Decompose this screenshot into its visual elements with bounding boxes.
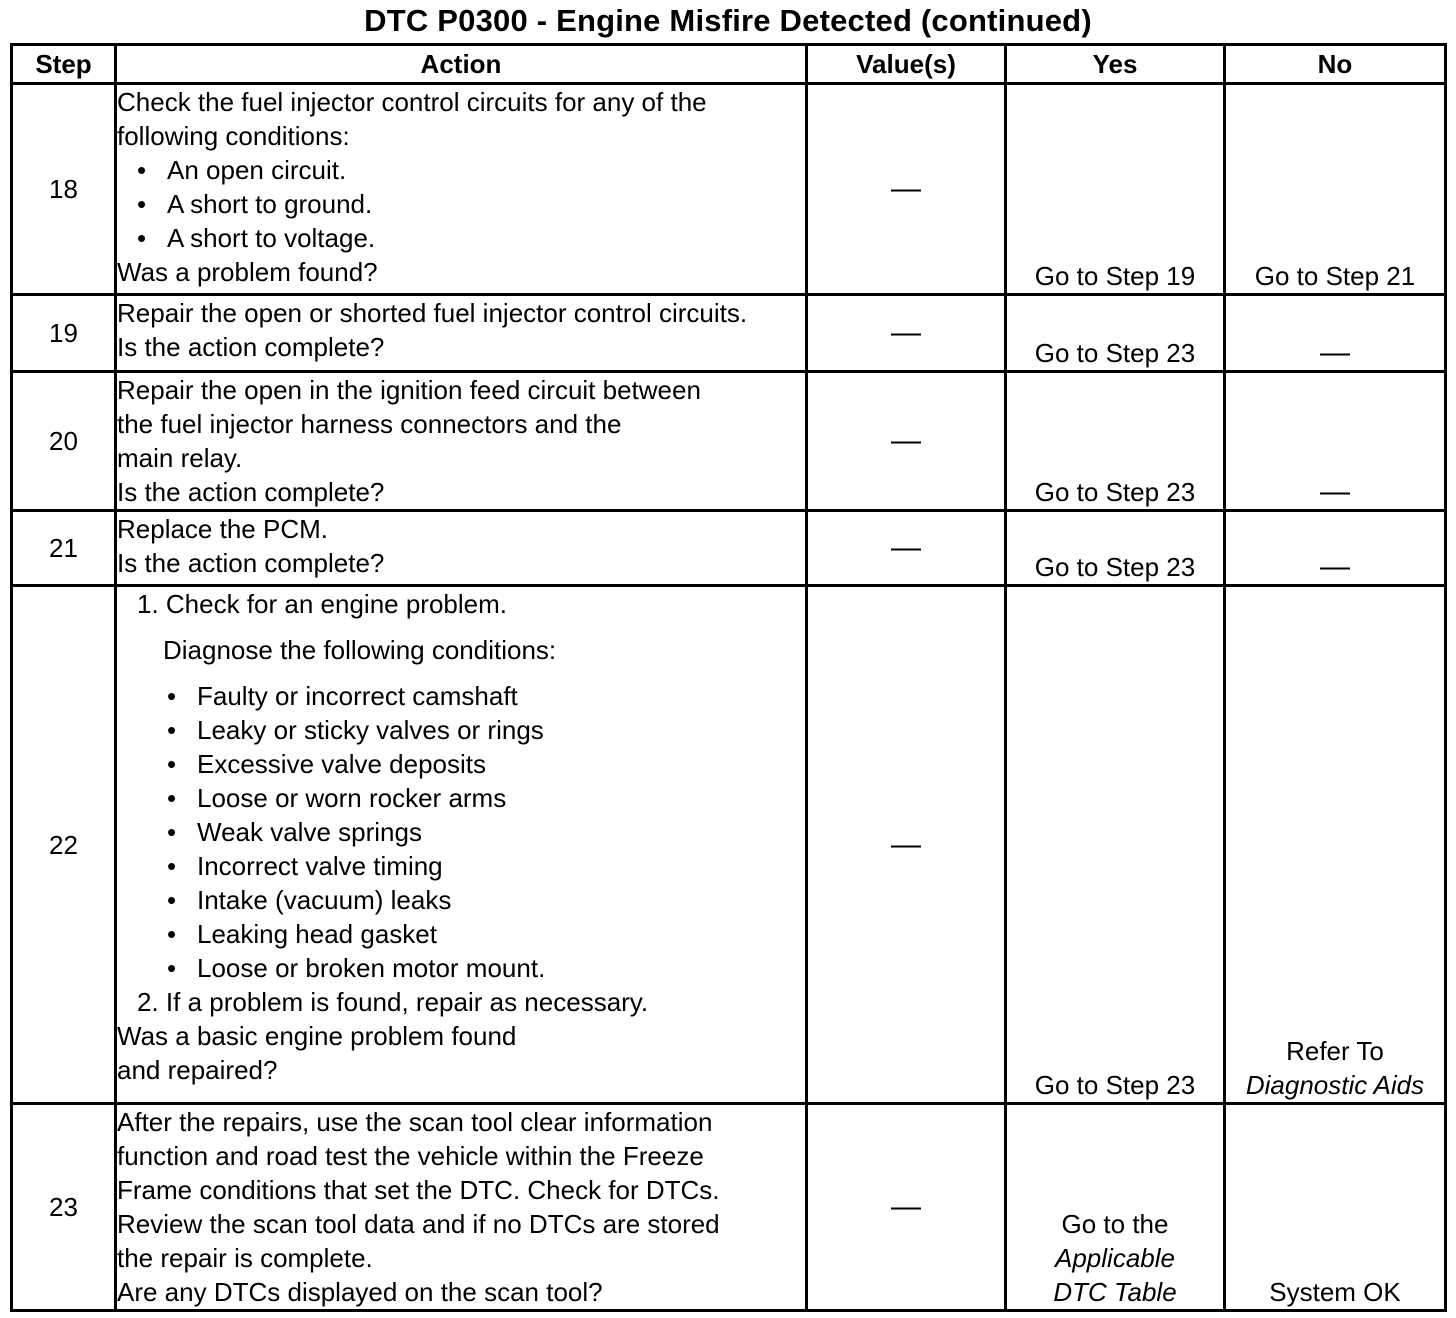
action-text: main relay. (117, 443, 243, 473)
table-row (12, 295, 1446, 372)
table-row (12, 511, 1446, 586)
list-item: • Excessive valve deposits (167, 749, 487, 779)
numbered-item: 2. If a problem is found, repair as necessary. (137, 987, 649, 1017)
list-item: • A short to voltage. (137, 223, 376, 253)
yes-cell: Go to Step 19 (1006, 84, 1225, 295)
yes-cell: Go to Step 23 (1006, 511, 1225, 586)
list-item: • Incorrect valve timing (167, 851, 443, 881)
value-cell: — (807, 511, 1006, 586)
action-text: the fuel injector harness connectors and the (117, 409, 622, 439)
action-cell (116, 1104, 807, 1311)
list-item: • Leaking head gasket (167, 919, 437, 949)
action-question: Was a basic engine problem found (117, 1021, 517, 1051)
action-text: After the repairs, use the scan tool clear information (117, 1107, 713, 1137)
table-row (12, 586, 1446, 1104)
bullet-icon: • (167, 851, 177, 881)
no-cell (1225, 586, 1446, 1104)
bullet-icon: • (167, 919, 177, 949)
action-question: Was a problem found? (117, 257, 378, 287)
diagnostic-aids-link[interactable]: Diagnostic Aids (1245, 1070, 1425, 1100)
yes-cell (1006, 1104, 1225, 1311)
table-row (12, 1104, 1446, 1311)
yes-cell: Go to Step 23 (1006, 586, 1225, 1104)
no-cell: System OK (1225, 1104, 1446, 1311)
step-number: 22 (12, 586, 116, 1104)
action-text: Repair the open or shorted fuel injector control circuits. (117, 298, 748, 328)
bullet-icon: • (167, 715, 177, 745)
action-cell (116, 84, 807, 295)
action-cell (116, 372, 807, 511)
yes-cell: Go to Step 23 (1006, 295, 1225, 372)
bullet-icon: • (167, 681, 177, 711)
bullet-icon: • (137, 223, 147, 253)
action-question: Is the action complete? (117, 548, 385, 578)
applicable-dtc-table-link[interactable]: Applicable (1055, 1243, 1175, 1273)
action-text: function and road test the vehicle within the Freeze (117, 1141, 704, 1171)
bullet-icon: • (167, 885, 177, 915)
page-title: DTC P0300 - Engine Misfire Detected (continued) (364, 3, 1092, 38)
no-cell: — (1225, 372, 1446, 511)
bullet-icon: • (167, 749, 177, 779)
action-cell (116, 511, 807, 586)
header-row (12, 45, 1446, 84)
yes-cell: Go to Step 23 (1006, 372, 1225, 511)
diagnostic-table (10, 43, 1447, 1312)
applicable-dtc-table-link[interactable]: DTC Table (1053, 1277, 1177, 1307)
action-subheading: Diagnose the following conditions: (163, 635, 557, 665)
list-item: • Intake (vacuum) leaks (167, 885, 452, 915)
list-item: • Loose or broken motor mount. (167, 953, 546, 983)
bullet-icon: • (167, 817, 177, 847)
value-cell: — (807, 1104, 1006, 1311)
list-item: • Leaky or sticky valves or rings (167, 715, 544, 745)
header-yes: Yes (1006, 45, 1225, 84)
header-values: Value(s) (807, 45, 1006, 84)
step-number: 18 (12, 84, 116, 295)
action-text: the repair is complete. (117, 1243, 373, 1273)
value-cell: — (807, 372, 1006, 511)
step-number: 20 (12, 372, 116, 511)
list-item: • Faulty or incorrect camshaft (167, 681, 518, 711)
action-text: following conditions: (117, 121, 350, 151)
action-text: Check the fuel injector control circuits for any of the (117, 87, 707, 117)
bullet-icon: • (167, 953, 177, 983)
list-item: • Loose or worn rocker arms (167, 783, 507, 813)
bullet-icon: • (167, 783, 177, 813)
action-text: Frame conditions that set the DTC. Check for DTCs. (117, 1175, 720, 1205)
bullet-icon: • (137, 189, 147, 219)
value-cell: — (807, 295, 1006, 372)
action-question: Is the action complete? (117, 332, 385, 362)
header-no: No (1225, 45, 1446, 84)
list-item: • Weak valve springs (167, 817, 422, 847)
action-question: Are any DTCs displayed on the scan tool? (117, 1277, 603, 1307)
action-question: and repaired? (117, 1055, 278, 1085)
no-cell: — (1225, 511, 1446, 586)
list-item: • A short to ground. (137, 189, 373, 219)
goto-text: Go to the (1061, 1209, 1169, 1239)
refer-to-text: Refer To (1286, 1036, 1384, 1066)
step-number: 23 (12, 1104, 116, 1311)
action-text: Review the scan tool data and if no DTCs are stored (117, 1209, 720, 1239)
step-number: 21 (12, 511, 116, 586)
action-cell (116, 295, 807, 372)
list-item: • An open circuit. (137, 155, 347, 185)
value-cell: — (807, 84, 1006, 295)
step-number: 19 (12, 295, 116, 372)
table-row (12, 372, 1446, 511)
action-question: Is the action complete? (117, 477, 385, 507)
table-row (12, 84, 1446, 295)
numbered-item: 1. Check for an engine problem. (137, 589, 507, 619)
header-action: Action (116, 45, 807, 84)
action-text: Repair the open in the ignition feed circuit between (117, 375, 701, 405)
bullet-icon: • (137, 155, 147, 185)
action-cell (116, 586, 807, 1104)
no-cell: — (1225, 295, 1446, 372)
header-step: Step (12, 45, 116, 84)
action-text: Replace the PCM. (117, 514, 328, 544)
no-cell: Go to Step 21 (1225, 84, 1446, 295)
value-cell: — (807, 586, 1006, 1104)
